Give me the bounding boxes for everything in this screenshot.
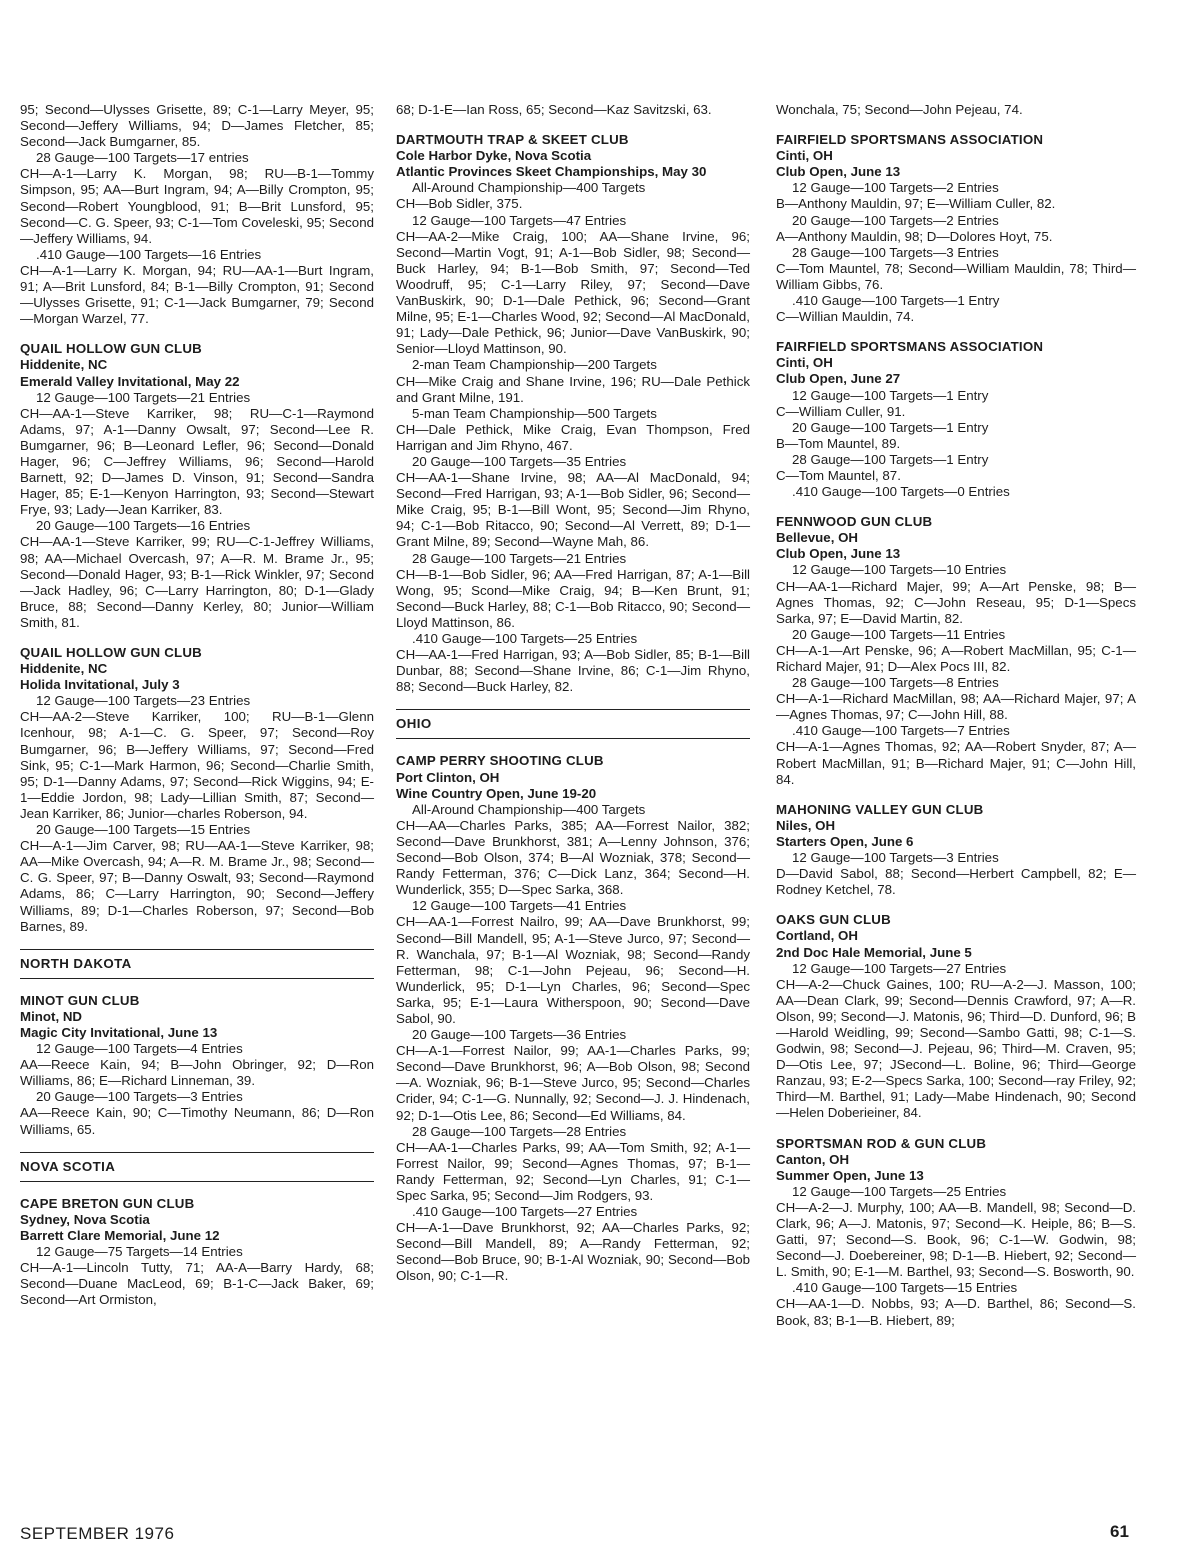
club-location: Niles, OH bbox=[776, 817, 836, 833]
gauge-heading: .410 Gauge—100 Targets—1 Entry bbox=[792, 293, 1000, 309]
results-paragraph: CH—Dale Pethick, Mike Craig, Evan Thompson, Fred Harrigan and Jim Rhyno, 467. bbox=[396, 421, 750, 453]
results-paragraph: Wonchala, 75; Second—John Pejeau, 74. bbox=[776, 102, 1023, 117]
club-section bbox=[776, 912, 1136, 1121]
event-name: 2nd Doc Hale Memorial, June 5 bbox=[776, 944, 972, 960]
gauge-heading: 5-man Team Championship—500 Targets bbox=[412, 405, 657, 421]
club-name: FAIRFIELD SPORTSMANS ASSOCIATION bbox=[776, 132, 1044, 148]
club-section bbox=[776, 339, 1136, 500]
results-paragraph: CH—A-1—Jim Carver, 98; RU—AA-1—Steve Karriker, 98; AA—Mike Overcash, 94; A—R. M. Brame Jr., 98; Second—C. G. Speer, 97; B—Danny Oswalt, 93; Second—Raymond Adams, 86; C—Larry Harrington, 90; Second—Jeffery Williams, 89; D-1—Charles Roberson, 97; Second—Bob Barnes, 89. bbox=[20, 838, 374, 934]
gauge-heading: 20 Gauge—100 Targets—11 Entries bbox=[792, 626, 1006, 642]
event-name: Wine Country Open, June 19-20 bbox=[396, 785, 597, 801]
event-name: Club Open, June 13 bbox=[776, 164, 901, 180]
results-paragraph: C—Tom Mauntel, 78; Second—William Mauldin, 78; Third—William Gibbs, 76. bbox=[776, 260, 1136, 292]
results-paragraph: C—Tom Mauntel, 87. bbox=[776, 467, 901, 483]
gauge-heading: .410 Gauge—100 Targets—7 Entries bbox=[792, 723, 1010, 739]
event-name: Club Open, June 27 bbox=[776, 371, 901, 387]
club-location: Hiddenite, NC bbox=[20, 357, 108, 373]
club-name: CAMP PERRY SHOOTING CLUB bbox=[396, 753, 604, 769]
gauge-heading: .410 Gauge—100 Targets—16 Entries bbox=[36, 246, 262, 262]
results-paragraph: CH—AA-1—D. Nobbs, 93; A—D. Barthel, 86; Second—S. Book, 83; B-1—B. Hiebert, 89; bbox=[776, 1296, 1136, 1328]
club-name: OAKS GUN CLUB bbox=[776, 912, 891, 928]
club-section bbox=[776, 514, 1136, 788]
results-paragraph: B—Anthony Mauldin, 97; E—William Culler, 82. bbox=[776, 196, 1056, 212]
club-location: Cinti, OH bbox=[776, 148, 833, 164]
club-location: Canton, OH bbox=[776, 1151, 850, 1167]
results-paragraph: 68; D-1-E—Ian Ross, 65; Second—Kaz Savitzski, 63. bbox=[396, 102, 712, 117]
gauge-heading: 12 Gauge—100 Targets—21 Entries bbox=[36, 389, 251, 405]
gauge-heading: 28 Gauge—100 Targets—8 Entries bbox=[792, 675, 999, 691]
gauge-heading: 12 Gauge—100 Targets—25 Entries bbox=[792, 1183, 1007, 1199]
results-paragraph: CH—AA-1—Richard Majer, 99; A—Art Penske, 98; B—Agnes Thomas, 92; C—John Reseau, 95; D-1—Specs Sarka, 97; E—David Martin, 82. bbox=[776, 578, 1136, 626]
results-paragraph: CH—A-2—Chuck Gaines, 100; RU—A-2—J. Masson, 100; AA—Dean Clark, 99; Second—Dennis Crawford, 97; A—R. Olson, 99; Second—J. Matonis, 96; Third—D. Dunford, 96; B—Harold Weidling, 99; Second—Sambo Gatti, 98; C-1—S. Godwin, 98; Second—J. Pejeau, 96; Third—M. Craven, 95; D—Otis Lee, 97; JSecond—L. Boline, 96; Third—George Ranzau, 93; E-2—Specs Sarka, 100; Second—ray Friley, 92; Third—M. Barthel, 91; Lady—Mabe Hindenach, 90; Second—Helen Doberieiner, 84. bbox=[776, 976, 1136, 1121]
club-name: DARTMOUTH TRAP & SKEET CLUB bbox=[396, 132, 629, 148]
club-name: FAIRFIELD SPORTSMANS ASSOCIATION bbox=[776, 339, 1044, 355]
results-paragraph: CH—AA-1—Fred Harrigan, 93; A—Bob Sidler, 85; B-1—Bill Dunbar, 88; Second—Shane Irvine, 86; C-1—Jim Rhyno, 88; Second—Buck Harley, 82. bbox=[396, 647, 750, 695]
gauge-heading: All-Around Championship—400 Targets bbox=[412, 180, 646, 196]
club-section bbox=[776, 132, 1136, 325]
gauge-heading: 20 Gauge—100 Targets—2 Entries bbox=[792, 212, 999, 228]
club-name: MINOT GUN CLUB bbox=[20, 992, 140, 1008]
gauge-heading: 28 Gauge—100 Targets—1 Entry bbox=[792, 451, 989, 467]
club-name: QUAIL HOLLOW GUN CLUB bbox=[20, 645, 202, 660]
club-name: CAPE BRETON GUN CLUB bbox=[20, 1195, 195, 1211]
results-paragraph: CH—AA-2—Steve Karriker, 100; RU—B-1—Glenn Icenhour, 98; A-1—C. G. Speer, 97; Second—Roy Bumgarner, 96; B—Jeffery Williams, 97; Second—Fred Sink, 95; C-1—Mark Harmon, 96; Second—Charlie Smith, 95; D-1—Danny Adams, 97; Second—Rick Wiggins, 94; E-1—Eddie Jordon, 98; Lady—Lillian Smith, 87; Second—Jean Karriker, 86; Junior—charles Roberson, 94. bbox=[20, 709, 374, 821]
gauge-heading: 20 Gauge—100 Targets—1 Entry bbox=[792, 419, 989, 435]
results-paragraph: CH—Mike Craig and Shane Irvine, 196; RU—Dale Pethick and Grant Milne, 191. bbox=[396, 373, 750, 405]
club-section bbox=[396, 132, 750, 695]
results-paragraph: CH—B-1—Bob Sidler, 96; AA—Fred Harrigan, 87; A-1—Bill Wong, 95; Scond—Mike Craig, 94; B—Ken Brunt, 91; Second—Buck Harley, 88; C-1—Bob Ritacco, 90; Second—Lloyd Mattinson, 86. bbox=[396, 566, 750, 630]
club-section bbox=[20, 645, 374, 935]
results-paragraph: C—William Culler, 91. bbox=[776, 403, 906, 419]
gauge-heading: .410 Gauge—100 Targets—0 Entries bbox=[792, 484, 1010, 500]
event-name: Barrett Clare Memorial, June 12 bbox=[20, 1227, 220, 1243]
club-section bbox=[776, 102, 1136, 118]
club-name: FENNWOOD GUN CLUB bbox=[776, 514, 933, 530]
gauge-heading: All-Around Championship—400 Targets bbox=[412, 801, 646, 817]
results-paragraph: 95; Second—Ulysses Grisette, 89; C-1—Larry Meyer, 95; Second—Jeffery Williams, 94; D—James Fletcher, 85; Second—Jack Bumgarner, 85. bbox=[20, 102, 374, 150]
gauge-heading: 20 Gauge—100 Targets—15 Entries bbox=[36, 822, 251, 838]
club-location: Minot, ND bbox=[20, 1008, 83, 1024]
club-name: SPORTSMAN ROD & GUN CLUB bbox=[776, 1135, 987, 1151]
gauge-heading: .410 Gauge—100 Targets—27 Entries bbox=[412, 1204, 638, 1220]
gauge-heading: 28 Gauge—100 Targets—28 Entries bbox=[412, 1123, 627, 1139]
state-header: OHIO bbox=[396, 709, 750, 739]
results-paragraph: CH—A-1—Larry K. Morgan, 94; RU—AA-1—Burt Ingram, 91; A—Brit Lunsford, 84; B-1—Billy Crompton, 91; Second—Ulysses Grisette, 91; C-1—Jack Bumgarner, 79; Second—Morgan Warzel, 77. bbox=[20, 262, 374, 327]
club-location: Cole Harbor Dyke, Nova Scotia bbox=[396, 148, 592, 164]
gauge-heading: .410 Gauge—100 Targets—15 Entries bbox=[792, 1280, 1018, 1296]
event-name: Club Open, June 13 bbox=[776, 546, 901, 562]
gauge-heading: 12 Gauge—100 Targets—41 Entries bbox=[412, 898, 627, 914]
gauge-heading: 28 Gauge—100 Targets—17 entries bbox=[36, 150, 249, 166]
gauge-heading: 12 Gauge—100 Targets—10 Entries bbox=[792, 562, 1007, 578]
club-name: QUAIL HOLLOW GUN CLUB bbox=[20, 341, 202, 357]
results-paragraph: CH—A-1—Dave Brunkhorst, 92; AA—Charles Parks, 92; Second—Bill Mandell, 89; A—Randy Fetterman, 92; Second—Bob Bruce, 90; B-1-Al Wozniak, 90; Second—Bob Olson, 90; C-1—R. bbox=[396, 1220, 750, 1284]
gauge-heading: 12 Gauge—100 Targets—1 Entry bbox=[792, 387, 989, 403]
results-paragraph: CH—AA-1—Forrest Nailro, 99; AA—Dave Brunkhorst, 99; Second—Bill Mandell, 95; A-1—Steve Jurco, 97; Second—R. Wanchala, 97; B-1—Al Wozniak, 98; Second—Randy Fetterman, 98; C-1—John Pejeau, 96; Second—H. Wunderlick, 95; D-1—Lyn Charles, 96; Second—Spec Sarka, 95; E-1—Laura Witherspoon, 90; Second—Dave Sabol, 90. bbox=[396, 914, 750, 1026]
results-paragraph: CH—AA-1—Steve Karriker, 99; RU—C-1-Jeffrey Williams, 98; AA—Michael Overcash, 97; A—R. M. Brame Jr., 95; Second—Donald Hager, 93; B-1—Rick Winkler, 97; Second—Jack Hadley, 96; C—Larry Harrington, 80; D-1—Glady Bruce, 88; Second—Danny Kerley, 80; Junior—William Smith, 81. bbox=[20, 534, 374, 630]
event-name: Starters Open, June 6 bbox=[776, 833, 914, 849]
club-location: Hiddenite, NC bbox=[20, 661, 108, 677]
results-paragraph: CH—A-1—Larry K. Morgan, 98; RU—B-1—Tommy Simpson, 95; AA—Burt Ingram, 94; A—Billy Crompton, 95; Second—Robert Youngblood, 91; B—Brit Lunsford, 95; Second—C. G. Speer, 93; C-1—Tom Coveleski, 95; Second—Jeffery Williams, 94. bbox=[20, 166, 374, 246]
event-name: Magic City Invitational, June 13 bbox=[20, 1024, 218, 1040]
gauge-heading: 12 Gauge—100 Targets—4 Entries bbox=[36, 1041, 243, 1057]
gauge-heading: 12 Gauge—100 Targets—47 Entries bbox=[412, 212, 627, 228]
results-paragraph: CH—A-1—Art Penske, 96; A—Robert MacMillan, 95; C-1—Richard Majer, 91; D—Alex Pocs III, 82. bbox=[776, 642, 1136, 674]
club-section bbox=[20, 341, 374, 631]
results-paragraph: AA—Reece Kain, 90; C—Timothy Neumann, 86; D—Ron Williams, 65. bbox=[20, 1105, 374, 1137]
results-paragraph: CH—A-1—Lincoln Tutty, 71; AA-A—Barry Hardy, 68; Second—Duane MacLeod, 69; B-1-C—Jack Baker, 69; Second—Art Ormiston, bbox=[20, 1260, 374, 1308]
gauge-heading: 28 Gauge—100 Targets—3 Entries bbox=[792, 244, 999, 260]
results-paragraph: CH—AA-1—Charles Parks, 99; AA—Tom Smith, 92; A-1—Forrest Nailor, 99; Second—Agnes Thomas, 97; B-1—Randy Fetterman, 92; Second—Lyn Charles, 91; C-1—Spec Sarka, 95; Second—Jim Rodgers, 93. bbox=[396, 1139, 750, 1203]
club-section bbox=[396, 753, 750, 1284]
gauge-heading: 20 Gauge—100 Targets—16 Entries bbox=[36, 518, 251, 534]
results-paragraph: CH—Bob Sidler, 375. bbox=[396, 196, 523, 212]
results-paragraph: CH—AA—Charles Parks, 385; AA—Forrest Nailor, 382; Second—Dave Brunkhorst, 381; A—Lenny Johnson, 376; Second—Bob Olson, 374; B—Al Wozniak, 378; Second—Randy Fetterman, 376; C—Dick Lanz, 364; Second—H. Wunderlick, 355; D—Spec Sarka, 368. bbox=[396, 817, 750, 898]
gauge-heading: 12 Gauge—100 Targets—27 Entries bbox=[792, 960, 1007, 976]
results-paragraph: CH—AA-2—Mike Craig, 100; AA—Shane Irvine, 96; Second—Martin Vogt, 91; A-1—Bob Sidler, 98; Second—Buck Harley, 94; B-1—Bob Smith, 97; Second—Ted Woodruff, 95; C-1—Larry Riley, 97; Second—Dave VanBuskirk, 90; D-1—Dale Pethick, 96; Second—Grant Milne, 95; E-1—Charles Wood, 92; Second—Al MacDonald, 91; Lady—Dale Pethick, 96; Junior—Dave VanBuskirk, 90; Senior—Lloyd Mattinson, 90. bbox=[396, 228, 750, 357]
club-section bbox=[396, 102, 750, 118]
club-location: Cortland, OH bbox=[776, 928, 858, 944]
results-paragraph: CH—AA-1—Steve Karriker, 98; RU—C-1—Raymond Adams, 97; A-1—Danny Owsalt, 97; Second—Lee R. Bumgarner, 96; B—Leonard Lefler, 96; Second—Donald Hager, 96; C—Jeffrey Williams, 96; Second—Harold Barnett, 92; D—James D. Vinson, 91; Second—Sandra Hager, 85; E-1—Kenyon Harrington, 93; Second—Stewart Frye, 93; Lady—Jean Karriker, 83. bbox=[20, 405, 374, 518]
club-section bbox=[776, 1136, 1136, 1329]
gauge-heading: 12 Gauge—100 Targets—23 Entries bbox=[36, 693, 251, 709]
club-section bbox=[20, 1196, 374, 1309]
gauge-heading: 12 Gauge—75 Targets—14 Entries bbox=[36, 1244, 243, 1259]
results-paragraph: D—David Sabol, 88; Second—Herbert Campbell, 82; E—Rodney Ketchel, 78. bbox=[776, 866, 1136, 898]
club-section bbox=[776, 802, 1136, 899]
gauge-heading: .410 Gauge—100 Targets—25 Entries bbox=[412, 631, 638, 646]
club-section bbox=[20, 102, 374, 327]
results-paragraph: AA—Reece Kain, 94; B—John Obringer, 92; D—Ron Williams, 86; E—Richard Linneman, 39. bbox=[20, 1057, 374, 1089]
results-paragraph: B—Tom Mauntel, 89. bbox=[776, 435, 901, 451]
column-1 bbox=[20, 102, 374, 1322]
event-name: Summer Open, June 13 bbox=[776, 1167, 924, 1183]
column-2 bbox=[396, 102, 750, 1299]
results-paragraph: CH—AA-1—Shane Irvine, 98; AA—Al MacDonald, 94; Second—Fred Harrigan, 93; A-1—Bob Sidler, 96; Second—Mike Craig, 95; B-1—Bill Wont, 95; Second—Jim Rhyno, 94; C-1—Bob Ritacco, 90; Second—Al Verrett, 89; D-1—Grant Milne, 89; Second—Wayne Mah, 86. bbox=[396, 470, 750, 550]
club-location: Sydney, Nova Scotia bbox=[20, 1211, 150, 1227]
results-paragraph: C—Willian Mauldin, 74. bbox=[776, 309, 915, 325]
results-paragraph: CH—A-1—Richard MacMillan, 98; AA—Richard Majer, 97; A—Agnes Thomas, 97; C—John Hill, 88. bbox=[776, 691, 1136, 723]
page-number: 61 bbox=[1110, 1522, 1129, 1541]
club-location: Port Clinton, OH bbox=[396, 769, 500, 785]
club-name: MAHONING VALLEY GUN CLUB bbox=[776, 801, 984, 817]
state-header: NOVA SCOTIA bbox=[20, 1152, 374, 1182]
results-paragraph: CH—A-2—J. Murphy, 100; AA—B. Mandell, 98; Second—D. Clark, 96; A—J. Matonis, 97; Second—K. Heiple, 86; B—S. Gatti, 97; Second—S. Book, 96; C-1—W. Godwin, 98; Second—J. Doebereiner, 98; D-1—B. Hiebert, 92; Second—L. Smith, 90; E-1—M. Barthel, 93; Second—S. Bosworth, 90. bbox=[776, 1199, 1136, 1280]
gauge-heading: 12 Gauge—100 Targets—2 Entries bbox=[792, 180, 999, 196]
club-section bbox=[20, 993, 374, 1138]
club-location: Bellevue, OH bbox=[776, 530, 859, 546]
gauge-heading: 20 Gauge—100 Targets—36 Entries bbox=[412, 1027, 627, 1043]
results-paragraph: A—Anthony Mauldin, 98; D—Dolores Hoyt, 75. bbox=[776, 228, 1053, 244]
gauge-heading: 20 Gauge—100 Targets—35 Entries bbox=[412, 453, 627, 469]
column-3 bbox=[776, 102, 1136, 1343]
gauge-heading: 28 Gauge—100 Targets—21 Entries bbox=[412, 550, 627, 566]
event-name: Holida Invitational, July 3 bbox=[20, 677, 180, 693]
gauge-heading: 2-man Team Championship—200 Targets bbox=[412, 357, 657, 373]
results-paragraph: CH—A-1—Forrest Nailor, 99; AA-1—Charles Parks, 99; Second—Dave Brunkhorst, 96; A—Bob Olson, 98; Second—A. Wozniak, 96; B-1—Steve Jurco, 95; Second—Charles Crider, 94; C-1—G. Nunnally, 92; Second—J. J. Hindenach, 92; D-1—Otis Lee, 86; Second—Ed Williams, 84. bbox=[396, 1043, 750, 1123]
results-paragraph: CH—A-1—Agnes Thomas, 92; AA—Robert Snyder, 87; A—Robert MacMillan, 91; B—Richard Majer, 91; C—John Hill, 84. bbox=[776, 739, 1136, 787]
footer-date: SEPTEMBER 1976 bbox=[20, 1524, 175, 1543]
gauge-heading: 20 Gauge—100 Targets—3 Entries bbox=[36, 1089, 243, 1105]
event-name: Atlantic Provinces Skeet Championships, May 30 bbox=[396, 164, 707, 180]
club-location: Cinti, OH bbox=[776, 355, 833, 371]
event-name: Emerald Valley Invitational, May 22 bbox=[20, 373, 240, 389]
gauge-heading: 12 Gauge—100 Targets—3 Entries bbox=[792, 850, 999, 866]
state-header: NORTH DAKOTA bbox=[20, 949, 374, 979]
